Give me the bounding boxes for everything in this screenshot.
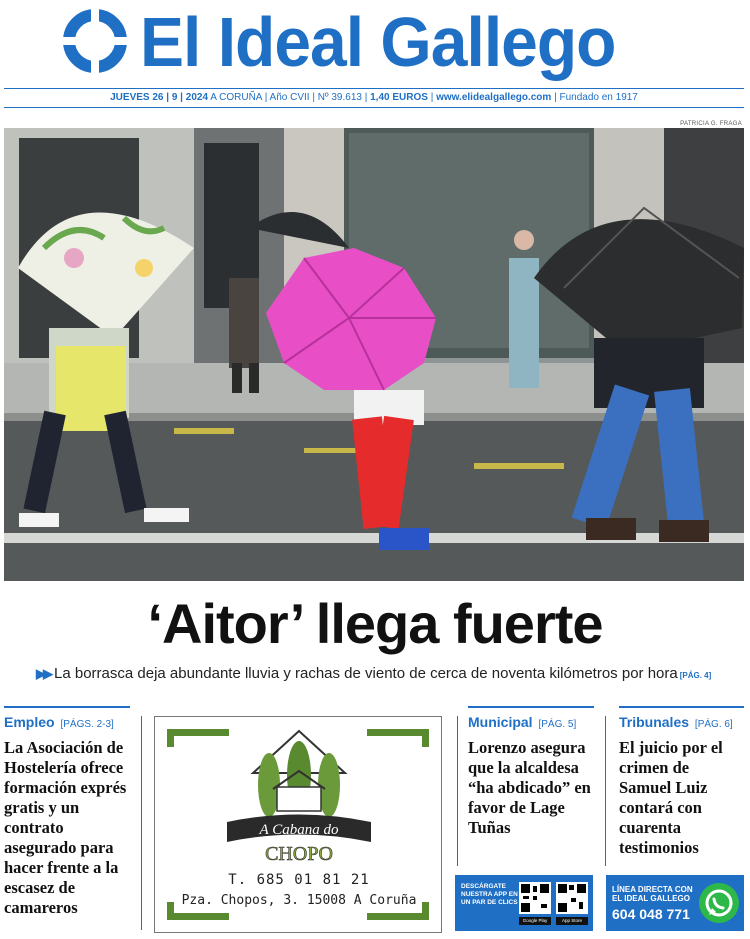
info-bar bbox=[4, 88, 744, 108]
ad-brand-line2: CHOPO bbox=[265, 843, 333, 865]
ad-frame bbox=[367, 913, 429, 920]
whatsapp-label: LÍNEA DIRECTA CON EL IDEAL GALLEGO bbox=[612, 885, 693, 903]
ad-frame bbox=[167, 913, 229, 920]
issue-price: 1,40 EUROS bbox=[370, 92, 428, 103]
whatsapp-icon[interactable] bbox=[699, 883, 739, 923]
section-label: Tribunales bbox=[619, 714, 690, 730]
lead-subhead-text: La borrasca deja abundante lluvia y rachas de viento de cerca de noventa kilómetros por hora bbox=[54, 665, 678, 682]
section-empleo[interactable] bbox=[4, 714, 114, 730]
newspaper-title[interactable]: El Ideal Gallego bbox=[140, 3, 616, 81]
advertisement[interactable] bbox=[154, 716, 442, 933]
app-download-promo[interactable] bbox=[455, 875, 593, 931]
qr-code-icon[interactable] bbox=[519, 882, 551, 914]
photo-credit: PATRICIA G. FRAGA bbox=[680, 121, 742, 127]
lead-subhead bbox=[36, 664, 736, 686]
ad-phone[interactable]: T. 685 01 81 21 bbox=[228, 872, 370, 888]
cabin-logo bbox=[219, 727, 379, 867]
column-rule bbox=[619, 706, 744, 708]
section-tribunales[interactable] bbox=[619, 714, 733, 730]
google-play-badge[interactable]: Google Play bbox=[519, 917, 551, 925]
section-page-ref: [PÁG. 5] bbox=[538, 719, 577, 730]
column-divider bbox=[141, 716, 142, 930]
whatsapp-line[interactable] bbox=[606, 875, 744, 931]
double-arrow-icon: ▶▶ bbox=[36, 666, 50, 681]
lead-page-ref[interactable]: [PÁG. 4] bbox=[679, 671, 712, 680]
separator: | bbox=[430, 92, 434, 103]
circle-logo-icon bbox=[60, 6, 130, 76]
story-municipal[interactable]: Lorenzo asegura que la alcaldesa “ha abdicado” en favor de Lage Tuñas bbox=[468, 738, 591, 837]
ad-frame bbox=[167, 729, 174, 747]
app-promo-text: DESCÁRGATE NUESTRA APP EN UN PAR DE CLICS bbox=[461, 883, 518, 906]
section-label: Empleo bbox=[4, 714, 55, 730]
issue-details: A CORUÑA | Año CVII | Nº 39.613 | bbox=[210, 92, 368, 103]
whatsapp-number[interactable]: 604 048 771 bbox=[612, 906, 690, 922]
ad-frame bbox=[422, 729, 429, 747]
column-rule bbox=[468, 706, 594, 708]
section-page-ref: [PÁG. 6] bbox=[694, 719, 733, 730]
app-store-badge[interactable]: App Store bbox=[556, 917, 588, 925]
masthead bbox=[0, 0, 750, 88]
ad-address: Pza. Chopos, 3. 15008 A Coruña bbox=[181, 893, 417, 908]
column-rule bbox=[4, 706, 130, 708]
section-page-ref: [PÁGS. 2-3] bbox=[60, 719, 114, 730]
section-label: Municipal bbox=[468, 714, 533, 730]
founded-note: | Fundado en 1917 bbox=[554, 92, 638, 103]
ad-brand-line1: A Cabana do bbox=[259, 822, 339, 838]
lead-photo[interactable] bbox=[4, 128, 744, 581]
issue-date: JUEVES 26 | 9 | 2024 bbox=[110, 92, 209, 103]
column-divider bbox=[457, 716, 458, 866]
qr-code-icon[interactable] bbox=[556, 882, 588, 914]
rainy-street-illustration bbox=[4, 128, 744, 581]
section-municipal[interactable] bbox=[468, 714, 576, 730]
lead-headline[interactable]: ‘Aitor’ llega fuerte bbox=[147, 592, 603, 655]
story-empleo[interactable]: La Asociación de Hostelería ofrece formación exprés gratis y un contrato asegurado para hacer frente a la escasez de camareros bbox=[4, 738, 127, 917]
website-link[interactable]: www.elidealgallego.com bbox=[436, 92, 552, 103]
column-divider bbox=[605, 716, 606, 866]
story-tribunales[interactable]: El juicio por el crimen de Samuel Luiz contará con cuarenta testimonios bbox=[619, 738, 723, 857]
